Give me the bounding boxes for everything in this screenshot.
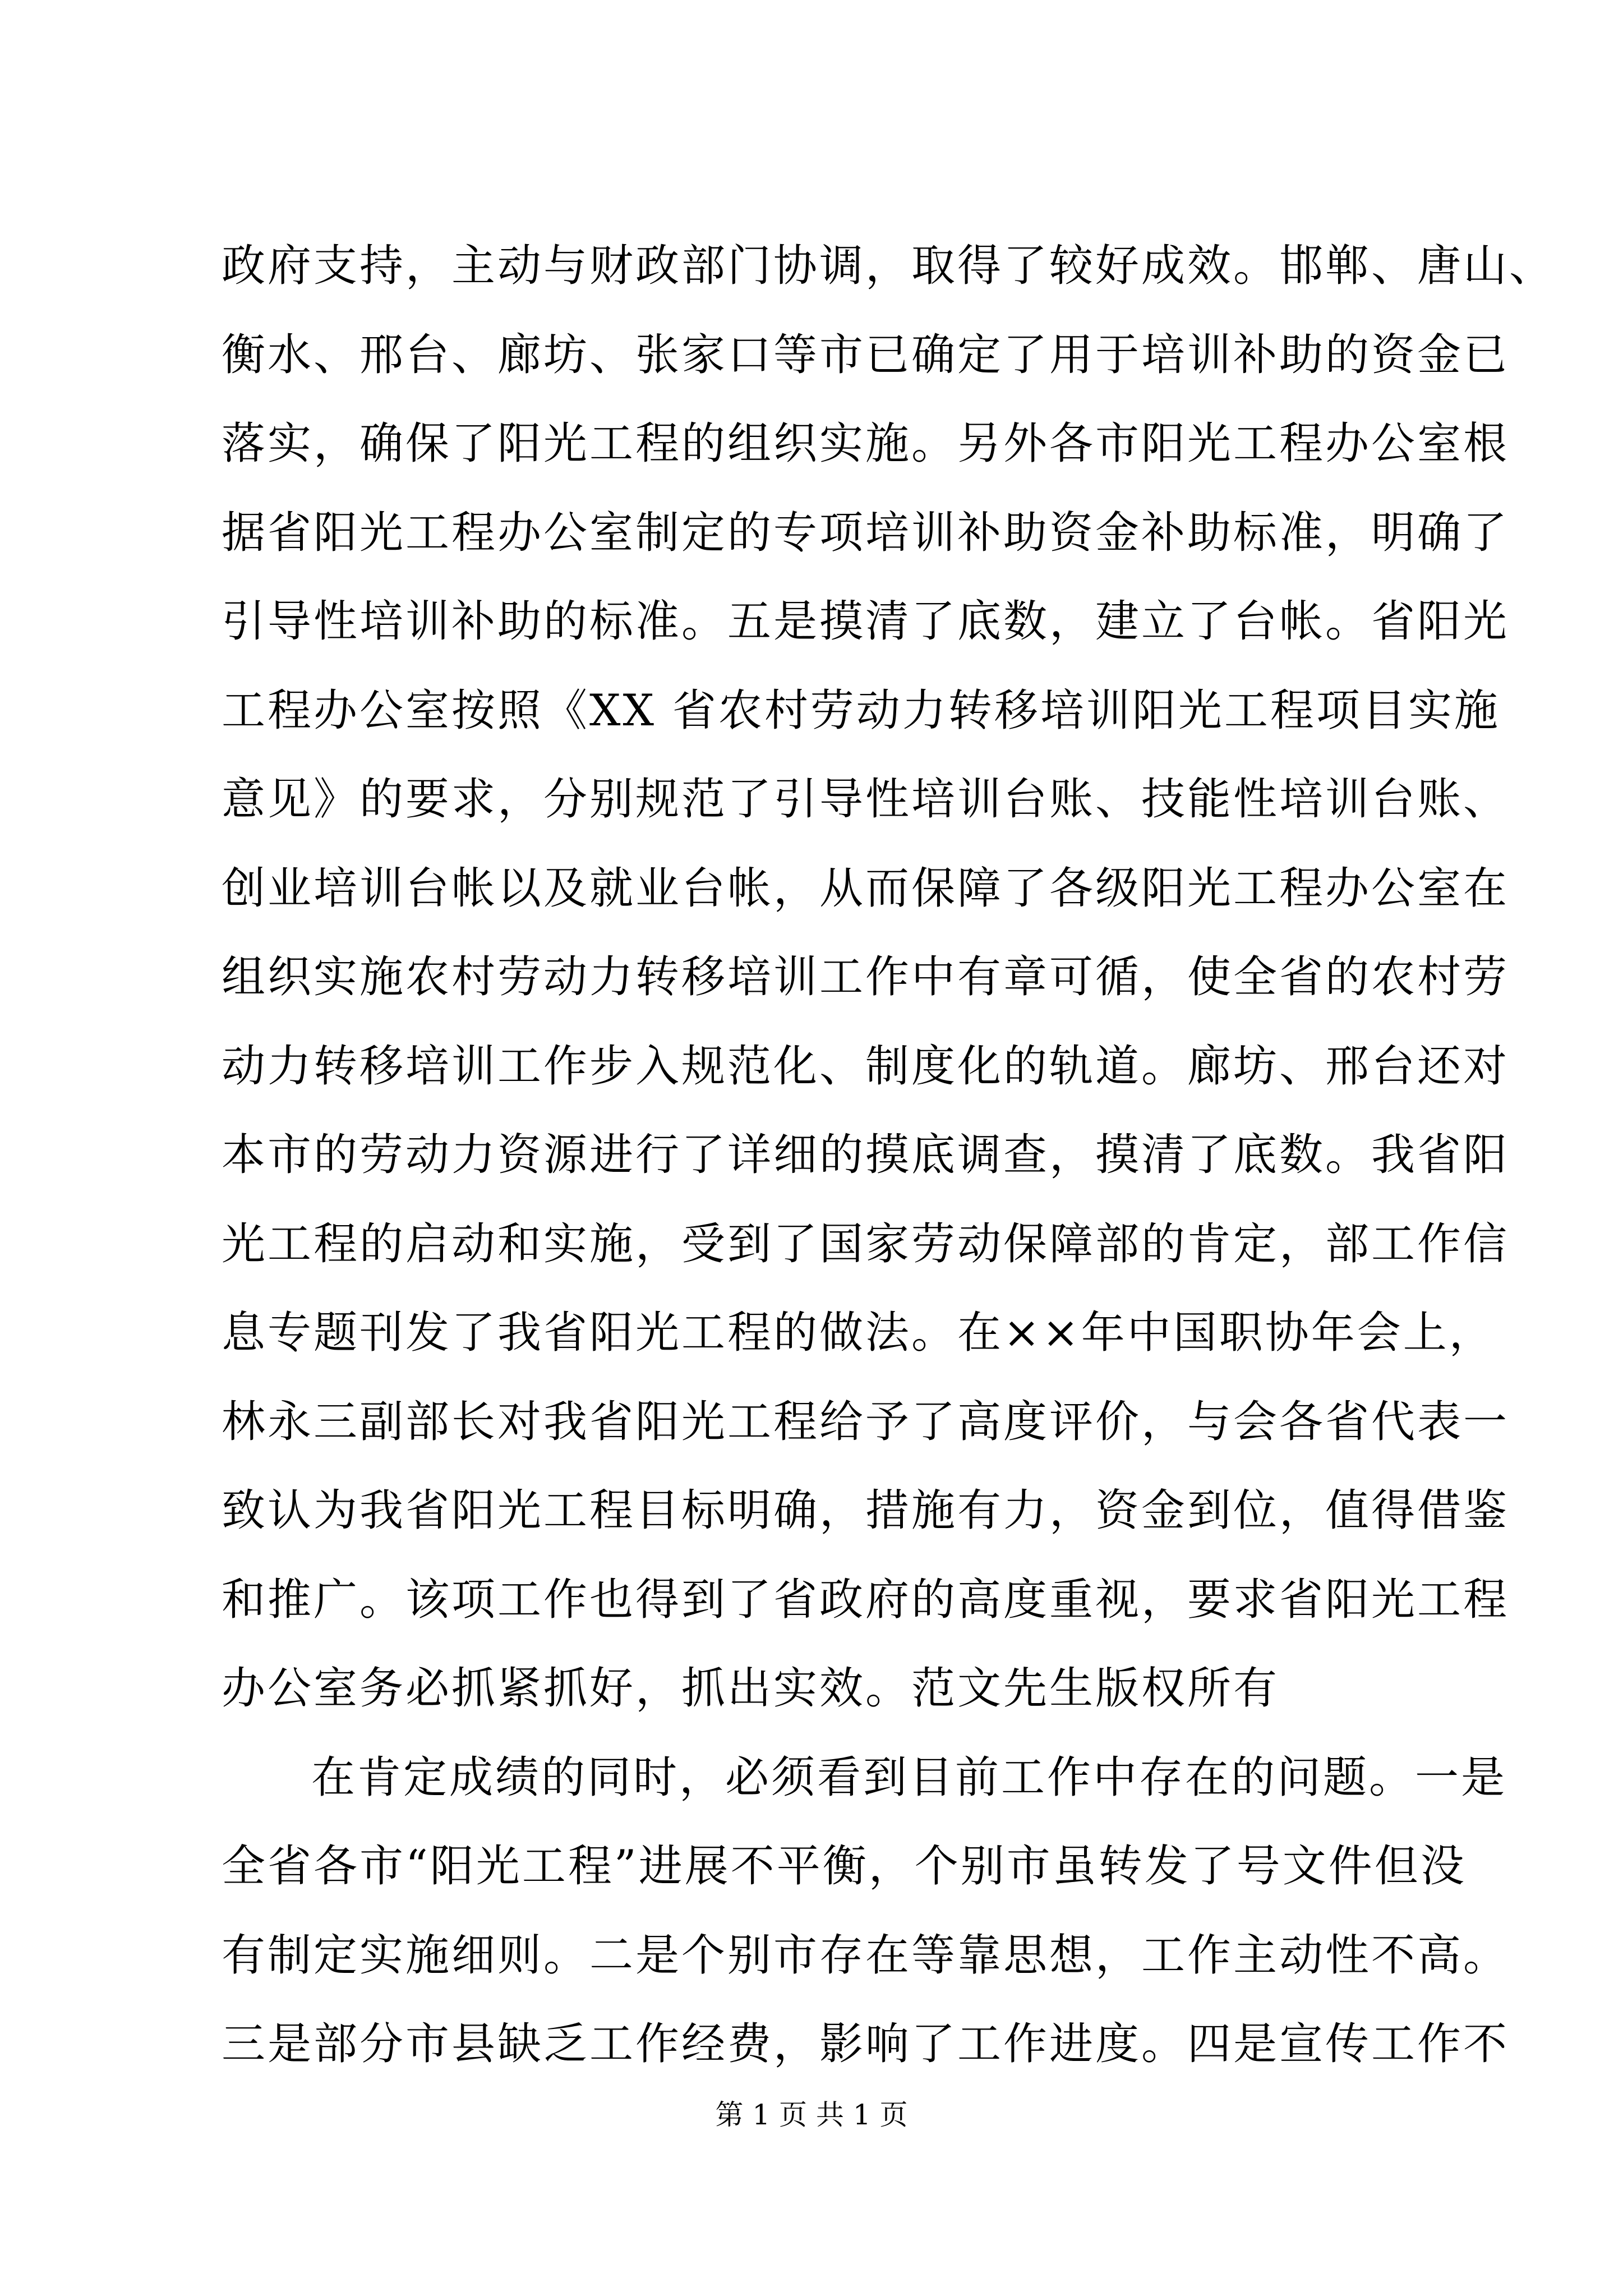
text-line: 政府支持，主动与财政部门协调，取得了较好成效。邯郸、唐山、 <box>222 241 1556 291</box>
text-line: 引导性培训补助的标准。五是摸清了底数，建立了台帐。省阳光 <box>222 596 1510 647</box>
text-line: 三是部分市县缺乏工作经费，影响了工作进度。四是宣传工作不 <box>222 2019 1510 2069</box>
text-line: 动力转移培训工作步入规范化、制度化的轨道。廊坊、邢台还对 <box>222 1041 1510 1092</box>
text-line: 林永三副部长对我省阳光工程给予了高度评价，与会各省代表一 <box>222 1396 1510 1447</box>
paragraph-first-line: 在肯定成绩的同时，必须看到目前工作中存在的问题。一是 <box>311 1752 1507 1803</box>
page-number: 第 1 页 共 1 页 <box>715 2099 908 2131</box>
text-line: 工程办公室按照《XX 省农村劳动力转移培训阳光工程项目实施 <box>222 685 1500 736</box>
text-line: 有制定实施细则。二是个别市存在等靠思想，工作主动性不高。 <box>222 1930 1510 1981</box>
text-line: 组织实施农村劳动力转移培训工作中有章可循，使全省的农村劳 <box>222 952 1510 1002</box>
text-line: 本市的劳动力资源进行了详细的摸底调查，摸清了底数。我省阳 <box>222 1130 1510 1180</box>
text-line: 创业培训台帐以及就业台帐，从而保障了各级阳光工程办公室在 <box>222 863 1510 914</box>
text-line: 息专题刊发了我省阳光工程的做法。在××年中国职协年会上， <box>222 1308 1495 1358</box>
text-line: 全省各市“阳光工程”进展不平衡，个别市虽转发了号文件但没 <box>222 1841 1467 1892</box>
text-line: 衡水、邢台、廊坊、张家口等市已确定了用于培训补助的资金已 <box>222 329 1510 380</box>
text-line: 落实，确保了阳光工程的组织实施。另外各市阳光工程办公室根 <box>222 418 1510 469</box>
text-line: 光工程的启动和实施，受到了国家劳动保障部的肯定，部工作信 <box>222 1218 1510 1269</box>
document-body <box>222 222 1556 2089</box>
text-line: 和推广。该项工作也得到了省政府的高度重视，要求省阳光工程 <box>222 1574 1510 1625</box>
page-footer <box>0 2095 1623 2134</box>
text-line: 据省阳光工程办公室制定的专项培训补助资金补助标准，明确了 <box>222 507 1510 558</box>
text-line: 意见》的要求，分别规范了引导性培训台账、技能性培训台账、 <box>222 774 1510 825</box>
text-line: 致认为我省阳光工程目标明确，措施有力，资金到位，值得借鉴 <box>222 1485 1510 1536</box>
text-line: 办公室务必抓紧抓好，抓出实效。范文先生版权所有 <box>222 1663 1280 1714</box>
